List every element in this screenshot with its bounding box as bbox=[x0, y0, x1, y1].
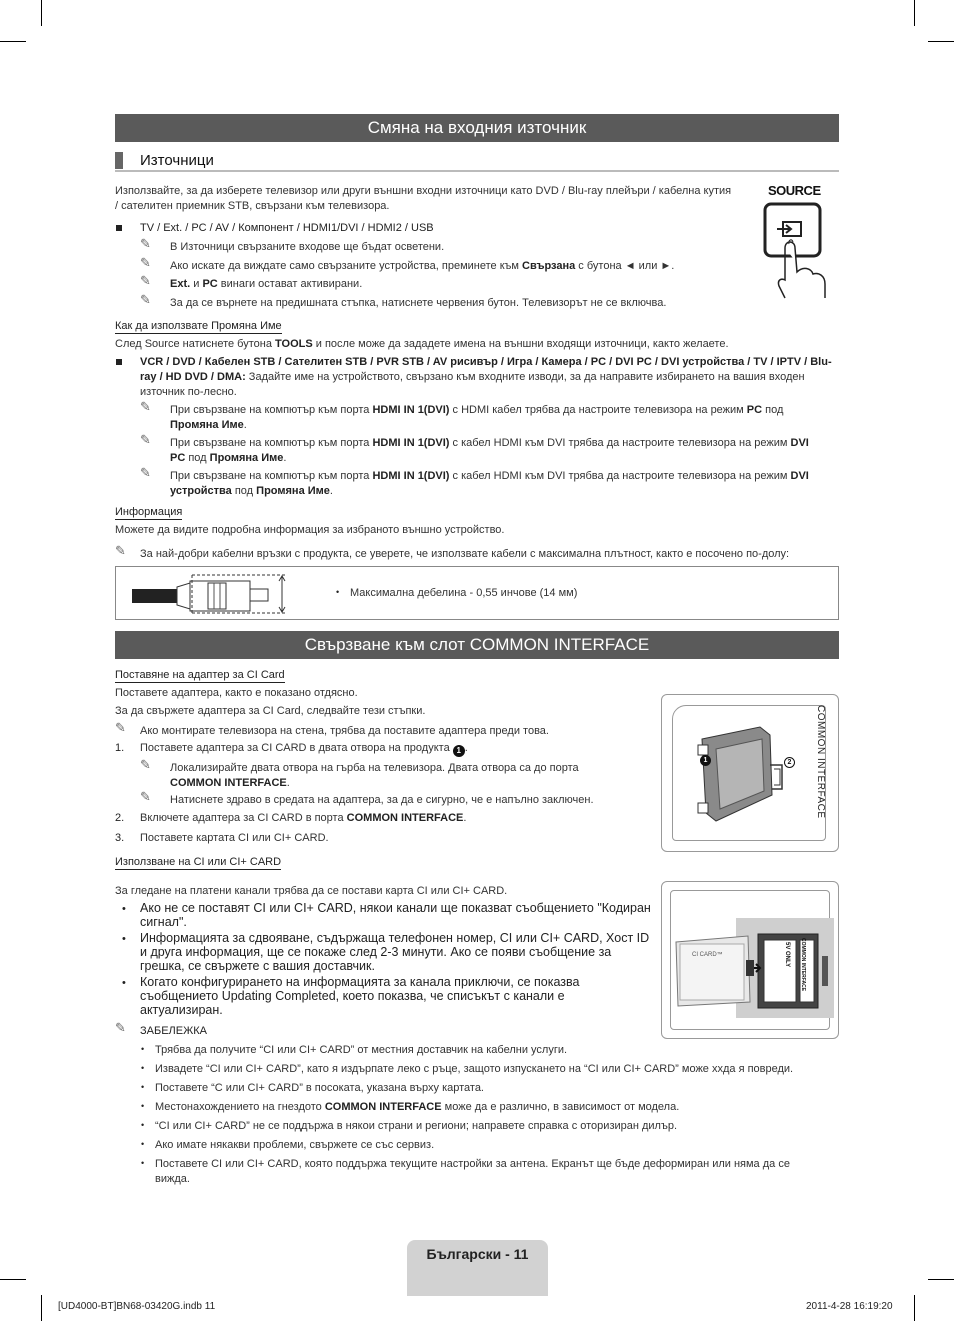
cable-box bbox=[115, 566, 839, 620]
adapter-illustration bbox=[690, 725, 800, 825]
ci-bullet: Информацията за сдвояване, съдържаща телефонен номер, CI или CI+ CARD, Хост ID и друга информация, ще се покаже след 2-3 минути. Ако се появи съобщение за грешка, се свържете с вашия доставчик. bbox=[140, 931, 650, 973]
ci-bullet: Ако не се поставят CI или CI+ CARD, някои канали ще показват съобщението "Кодиран сигнал". bbox=[140, 901, 651, 929]
note-item: Поставете CI или CI+ CARD, която поддържа текущите настройки за антена. Екранът ще бъде деформиран или няма да се вижда. bbox=[155, 1158, 790, 1185]
note-pen-icon: ✎ bbox=[140, 465, 151, 480]
rename-list: VCR / DVD / Кабелен STB / Сателитен STB / PVR STB / AV рисивър / Игра / Камера / PC / DVI PC / DVI устройства / TV / IPTV / Blu-ray / HD DVD / DMA: Задайте име на устройството, свързано към входните изводи, за да направите избирането на вашия входен източник по-лесно. bbox=[140, 356, 832, 398]
step-num: 3. bbox=[115, 832, 125, 844]
note-pen-icon: ✎ bbox=[140, 255, 151, 270]
subhead-marker bbox=[115, 152, 123, 169]
note-pen-icon: ✎ bbox=[140, 292, 151, 307]
ci-card-figure bbox=[661, 881, 839, 1039]
note-pen-icon: ✎ bbox=[140, 789, 151, 804]
note-pen-icon: ✎ bbox=[140, 399, 151, 414]
bullet-dot: • bbox=[122, 903, 126, 915]
ci-bullet: Когато конфигурирането на информацията за канала приключи, се показва съобщението Updating Completed, което показва, че списъкът с канали е актуализиран. bbox=[140, 975, 580, 1017]
bullet-dot: • bbox=[122, 977, 126, 989]
rename-intro: След Source натиснете бутона TOOLS и после може да зададете имена на външни входящи източници, както желаете. bbox=[115, 338, 729, 350]
rename-note-1: При свързване на компютър към порта HDMI IN 1(DVI) с HDMI кабел трябва да настроите телевизора на режим PC под Промяна Име. bbox=[170, 404, 784, 431]
use-ci-intro: За гледане на платени канали трябва да се постави карта CI или CI+ CARD. bbox=[115, 885, 508, 897]
bullet-dot: • bbox=[141, 1063, 145, 1073]
step-num: 1. bbox=[115, 742, 125, 754]
footer-date: 2011-4-28 16:19:20 bbox=[806, 1301, 893, 1312]
list-square bbox=[116, 359, 122, 365]
note-pen-icon: ✎ bbox=[140, 757, 151, 772]
cable-bullet: Максимална дебелина - 0,55 инчове (14 мм) bbox=[350, 587, 578, 599]
step-2: Включете адаптера за CI CARD в порта COMMON INTERFACE. bbox=[140, 812, 467, 824]
ci-card-text: CI CARD™ bbox=[692, 952, 723, 958]
info-heading: Информация bbox=[115, 506, 183, 518]
page-number: Български - 11 bbox=[426, 1246, 529, 1262]
note-text: За да се върнете на предишната стъпка, натиснете червения бутон. Телевизорът не се включва. bbox=[170, 297, 667, 309]
section-title-source: Смяна на входния източник bbox=[115, 114, 839, 142]
info-text: Можете да видите подробна информация за избраното външно устройство. bbox=[115, 524, 505, 536]
note-heading: ЗАБЕЛЕЖКА bbox=[140, 1025, 207, 1037]
bullet-dot: • bbox=[141, 1044, 145, 1054]
note-pen-icon: ✎ bbox=[115, 543, 126, 558]
subhead-sources bbox=[115, 150, 839, 172]
source-list: TV / Ext. / PC / AV / Компонент / HDMI1/DVI / HDMI2 / USB bbox=[140, 222, 434, 234]
step-1: Поставете адаптера за CI CARD в двата отвора на продукта 1 . bbox=[140, 742, 468, 755]
circle-number: 2 bbox=[784, 757, 795, 768]
bullet-dot: • bbox=[141, 1139, 145, 1149]
note-pen-icon: ✎ bbox=[115, 1020, 126, 1035]
note-text: Ако искате да виждате само свързаните устройства, преминете към Свързана с бутона ◄ или ►. bbox=[170, 260, 675, 272]
source-button-hand-icon bbox=[755, 200, 835, 300]
adapter-figure bbox=[661, 694, 839, 852]
cable-note: За най-добри кабелни връзки с продукта, се уверете, че използвате кабели с максимална плътност, както е посочено по-долу: bbox=[140, 548, 790, 560]
adapter-note: Ако монтирате телевизора на стена, трябва да поставите адаптера преди това. bbox=[140, 725, 549, 737]
five-volt-text: 5V ONLY bbox=[784, 942, 790, 968]
note-item: Извадете “CI или CI+ CARD”, като я издърпате леко с ръце, защото изпускането на “CI или CI+ CARD” може ххда я повреди. bbox=[155, 1063, 794, 1075]
step-1-note-1: Локализирайте двата отвора на гърба на телевизора. Двата отвора са до порта COMMON INTERFACE. bbox=[170, 762, 579, 789]
note-pen-icon: ✎ bbox=[140, 236, 151, 251]
note-text: В Източници свързаните входове ще бъдат осветени. bbox=[170, 241, 445, 253]
step-num: 2. bbox=[115, 812, 125, 824]
bullet-dot: • bbox=[141, 1120, 145, 1130]
intro-text: Използвайте, за да изберете телевизор или други външни входни източници като DVD / Blu-ray плейъри / кабелна кутия / сателитен приемник STB, свързани към телевизора. bbox=[115, 185, 732, 212]
note-item: Поставете “C или CI+ CARD” в посоката, указана върху картата. bbox=[155, 1082, 484, 1094]
common-interface-text: COMMON INTERFACE bbox=[800, 938, 806, 992]
bullet-dot: • bbox=[141, 1158, 145, 1168]
use-ci-heading: Използване на CI или CI+ CARD bbox=[115, 856, 282, 868]
note-item: “CI или CI+ CARD” не се поддържа в някои страни и региони; направете справка с оторизиран дилър. bbox=[155, 1120, 678, 1132]
note-item: Трябва да получите “CI или CI+ CARD” от местния доставчик на кабелни услуги. bbox=[155, 1044, 568, 1056]
note-text: Ext. и PC винаги остават активирани. bbox=[170, 278, 363, 290]
footer-file: [UD4000-BT]BN68-03420G.indb 11 bbox=[58, 1301, 216, 1312]
rename-heading: Как да използвате Промяна Име bbox=[115, 320, 282, 332]
adapter-heading: Поставяне на адаптер за CI Card bbox=[115, 669, 285, 681]
rename-note-3: При свързване на компютър към порта HDMI IN 1(DVI) с кабел HDMI към DVI трябва да настроите телевизора на режим DVI устройства под Промяна Име. bbox=[170, 470, 809, 497]
circle-number: 1 bbox=[453, 745, 465, 757]
section-title-ci: Свързване към слот COMMON INTERFACE bbox=[115, 631, 839, 659]
bullet-dot: • bbox=[122, 933, 126, 945]
note-item: Ако имате някакви проблеми, свържете се със сервиз. bbox=[155, 1139, 435, 1151]
subhead-text: Източници bbox=[140, 152, 214, 169]
step-3: Поставете картата CI или CI+ CARD. bbox=[140, 832, 329, 844]
circle-number: 1 bbox=[700, 755, 711, 766]
note-pen-icon: ✎ bbox=[140, 273, 151, 288]
adapter-p2: За да свържете адаптера за CI Card, следвайте тези стъпки. bbox=[115, 705, 426, 717]
bullet-dot: • bbox=[141, 1101, 145, 1111]
bullet-dot: • bbox=[336, 587, 340, 597]
source-label: SOURCE bbox=[768, 183, 821, 198]
adapter-p1: Поставете адаптера, както е показано отдясно. bbox=[115, 687, 358, 699]
note-item: Местонахождението на гнездото COMMON INTERFACE може да е различно, в зависимост от модела. bbox=[155, 1101, 680, 1113]
cable-icon bbox=[130, 573, 300, 615]
note-pen-icon: ✎ bbox=[140, 432, 151, 447]
bullet-dot: • bbox=[141, 1082, 145, 1092]
rename-note-2: При свързване на компютър към порта HDMI IN 1(DVI) с кабел HDMI към DVI трябва да настроите телевизора на режим DVI PC под Промяна Име. bbox=[170, 437, 809, 464]
note-pen-icon: ✎ bbox=[115, 720, 126, 735]
step-1-note-2: Натиснете здраво в средата на адаптера, за да е сигурно, че е напълно заключен. bbox=[170, 794, 594, 806]
common-interface-label: COMMON INTERFACE bbox=[815, 705, 826, 819]
list-square bbox=[116, 225, 122, 231]
